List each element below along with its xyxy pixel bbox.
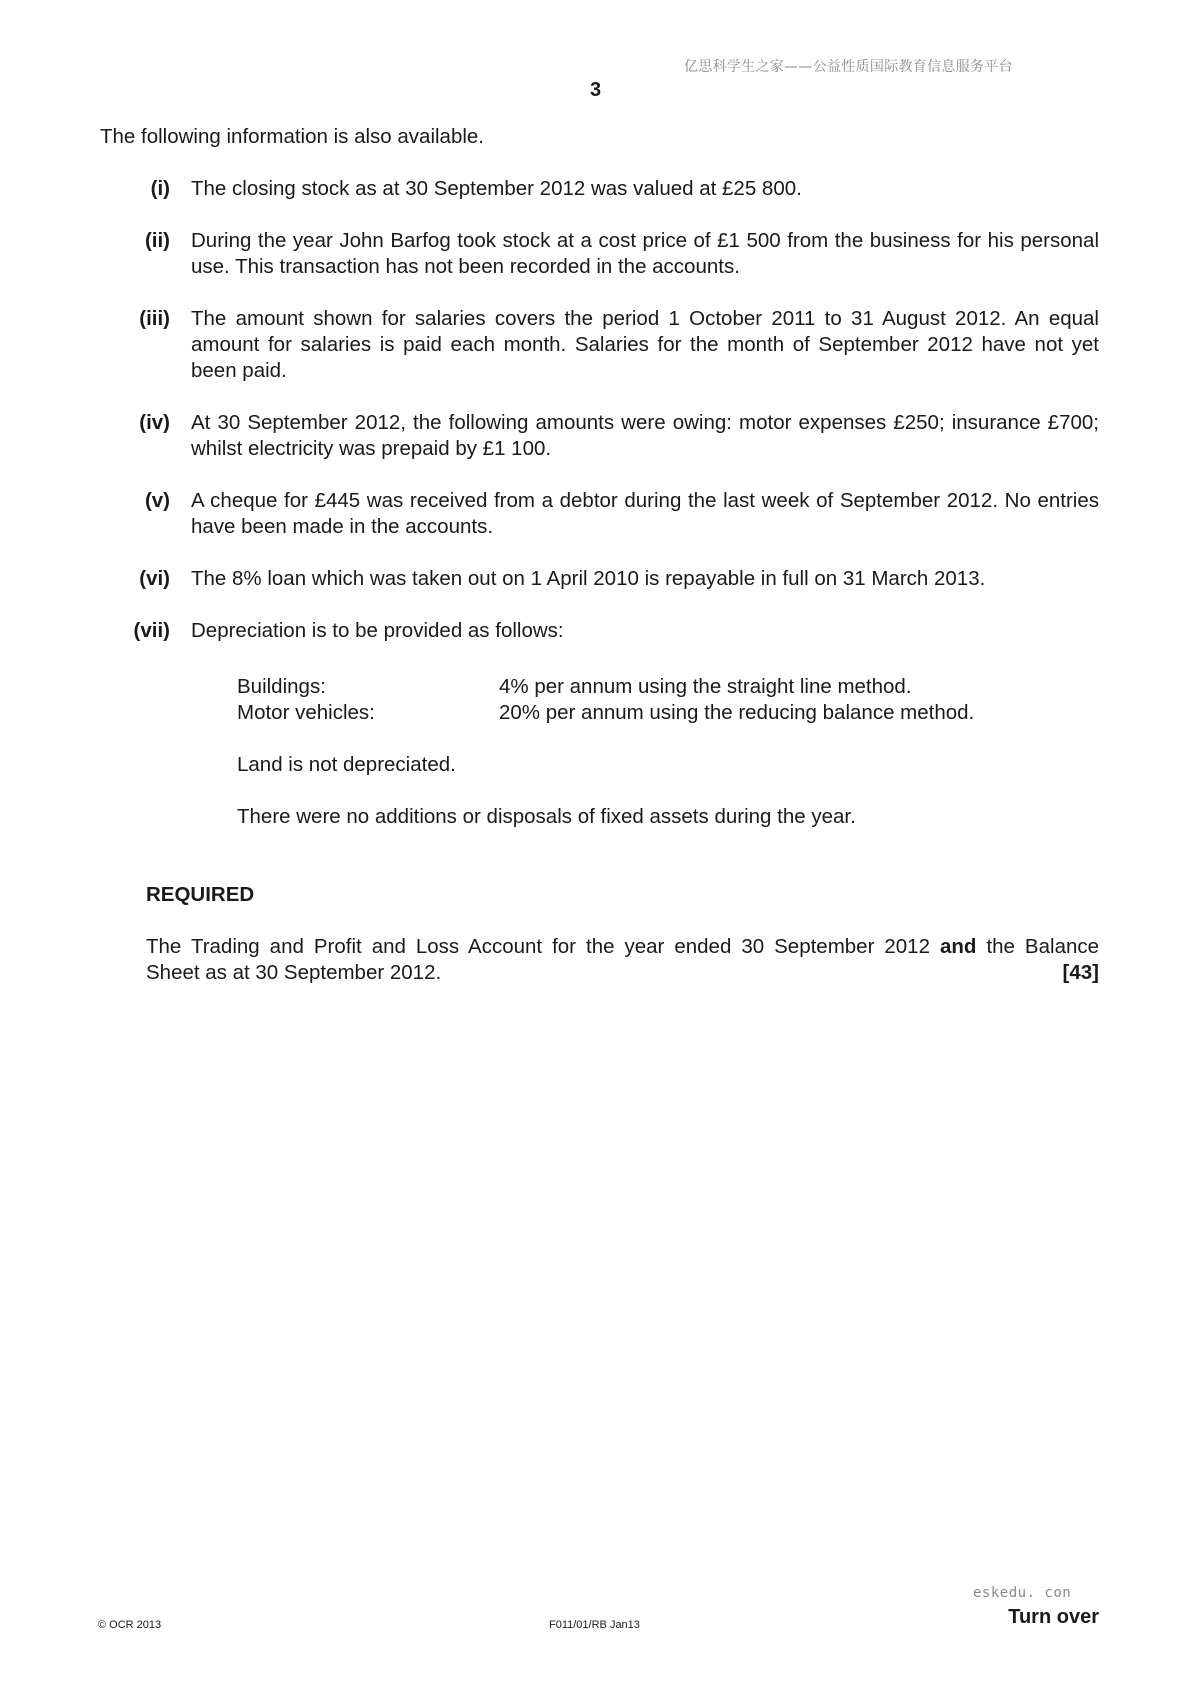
item-number: (v) [144,489,170,512]
required-text-line2: Sheet as at 30 September 2012. [146,961,442,984]
item-number: (i) [150,177,170,200]
item-number: (iv) [139,411,170,434]
required-line-2 [146,960,1099,986]
item-text: The amount shown for salaries covers the period 1 October 2011 to 31 August 2012. An equal amount for salaries is paid each month. Salaries for the month of September 2012 have not yet been paid. [191,307,1099,382]
list-item [100,306,1100,384]
item-text: A cheque for £445 was received from a debtor during the last week of September 2012. No entries have been made in the accounts. [191,489,1099,538]
depreciation-table [237,674,974,726]
item-number: (iii) [139,307,170,330]
depreciation-method: 4% per annum using the straight line method. [499,675,912,698]
information-list [100,176,1100,670]
item-number: (vii) [133,619,170,642]
item-number: (ii) [144,229,170,252]
required-heading: REQUIRED [146,883,255,906]
marks-badge: [43] [1062,961,1099,984]
item-text: Depreciation is to be provided as follows: [191,619,564,642]
required-and-bold: and [940,935,977,958]
item-text: The 8% loan which was taken out on 1 April 2010 is repayable in full on 31 March 2013. [191,567,986,590]
list-item [100,176,1100,202]
item-number: (vi) [139,567,170,590]
footer-watermark: eskedu. con [973,1585,1072,1601]
fixed-assets-note: There were no additions or disposals of fixed assets during the year. [237,805,856,828]
depreciation-method: 20% per annum using the reducing balance method. [499,701,975,724]
item-text: During the year John Barfog took stock at a cost price of £1 500 from the business for his personal use. This transaction has not been recorded in the accounts. [191,229,1099,278]
depreciation-asset: Buildings: [237,675,326,698]
required-text-end: the Balance [986,935,1100,958]
turn-over-label: Turn over [1008,1606,1099,1628]
list-item [100,228,1100,280]
footer-copyright: © OCR 2013 [98,1619,162,1631]
depreciation-row [237,674,974,700]
header-watermark: 亿思科学生之家——公益性质国际教育信息服务平台 [684,59,1013,75]
item-text: The closing stock as at 30 September 2012 was valued at £25 800. [191,177,802,200]
required-text-start: The Trading and Profit and Loss Account for the year ended 30 September 2012 [146,935,930,958]
list-item [100,488,1100,540]
depreciation-row [237,700,974,726]
intro-text: The following information is also available. [100,125,485,148]
list-item [100,618,1100,644]
required-instruction [146,934,1099,986]
depreciation-asset: Motor vehicles: [237,701,375,724]
footer-paper-code: F011/01/RB Jan13 [549,1619,640,1631]
page-number: 3 [589,79,602,101]
list-item [100,410,1100,462]
required-line-1 [146,934,1099,960]
land-note: Land is not depreciated. [237,753,456,776]
list-item [100,566,1100,592]
item-text: At 30 September 2012, the following amounts were owing: motor expenses £250; insurance £700; whilst electricity was prepaid by £1 100. [191,411,1099,460]
